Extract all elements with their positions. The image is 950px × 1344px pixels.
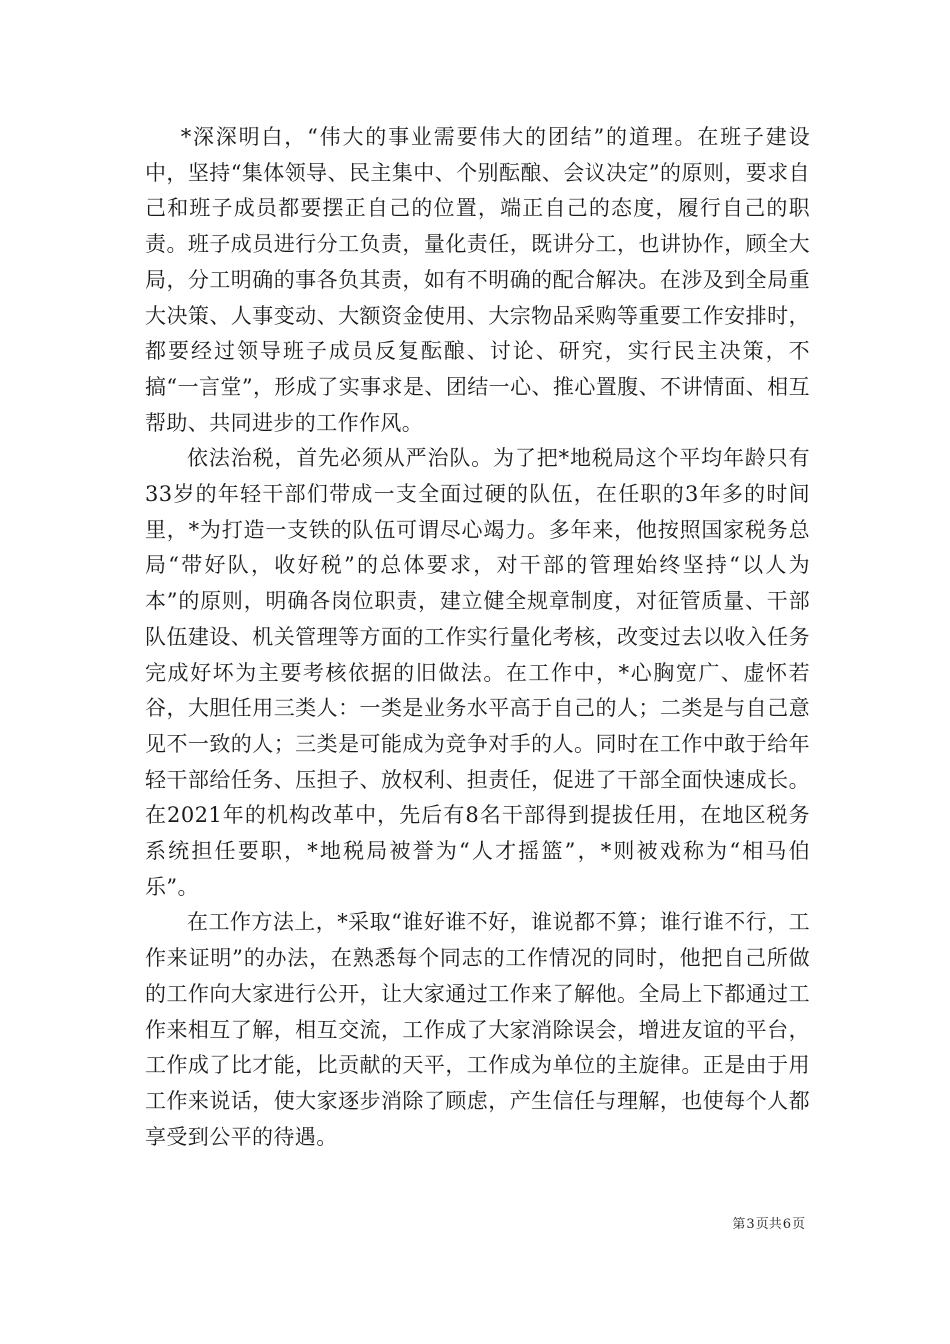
footer-current-page: 3 [746,1217,755,1232]
paragraph-team-unity: *深深明白，“伟大的事业需要伟大的团结”的道理。在班子建设中，坚持“集体领导、民主集中、个别酝酿、会议决定”的原则，要求自己和班子成员都要摆正自己的位置，端正自己的态度，履行自己的职责。班子成员进行分工负责，量化责任，既讲分工，也讲协作，顾全大局，分工明确的事各负其责，如有不明确的配合解决。在涉及到全局重大决策、人事变动、大额资金使用、大宗物品采购等重要工作安排时，都要经过领导班子成员反复酝酿、讨论、研究，实行民主决策，不搞“一言堂”，形成了实事求是、团结一心、推心置腹、不讲情面、相互帮助、共同进步的工作作风。 [145,125,810,435]
paragraph-work-method: 在工作方法上，*采取“谁好谁不好，谁说都不算；谁行谁不行，工作来证明”的办法，在熟悉每个同志的工作情况的同时，他把自己所做的工作向大家进行公开，让大家通过工作来了解他。全局上下都通过工作来相互了解，相互交流，工作成了大家消除误会，增进友谊的平台，工作成了比才能，比贡献的天平，工作成为单位的主旋律。正是由于用工作来说话，使大家逐步消除了顾虑，产生信任与理解，也使每个人都享受到公平的待遇。 [145,910,810,1149]
paragraph-strict-management: 依法治税，首先必须从严治队。为了把*地税局这个平均年龄只有33岁的年轻干部们带成一支全面过硬的队伍，在任职的3年多的时间里，*为打造一支铁的队伍可谓尽心竭力。多年来，他按照国家税务总局“带好队，收好税”的总体要求，对干部的管理始终坚持“以人为本”的原则，明确各岗位职责，建立健全规章制度，对征管质量、干部队伍建设、机关管理等方面的工作实行量化考核，改变过去以收入任务完成好坏为主要考核依据的旧做法。在工作中，*心胸宽广、虚怀若谷，大胆任用三类人：一类是业务水平高于自己的人；二类是与自己意见不一致的人；三类是可能成为竞争对手的人。同时在工作中敢于给年轻干部给任务、压担子、放权利、担责任，促进了干部全面快速成长。在2021年的机构改革中，先后有8名干部得到提拔任用，在地区税务系统担任要职，*地税局被誉为“人才摇篮”，*则被戏称为“相马伯乐”。 [145,446,810,899]
footer-suffix: 页 [791,1217,805,1232]
document-body [145,120,810,1155]
footer-total-pages: 6 [782,1217,791,1232]
footer-middle: 页共 [755,1217,782,1232]
footer-prefix: 第 [732,1217,746,1232]
page-number-footer [732,1217,805,1233]
